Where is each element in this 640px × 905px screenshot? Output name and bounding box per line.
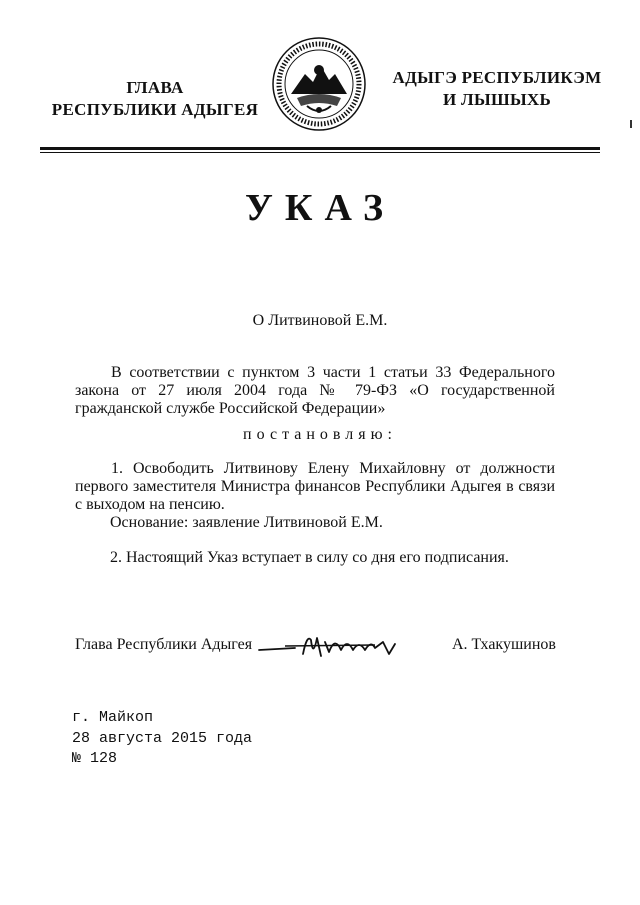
decree-word: постановляю:	[243, 426, 397, 443]
signatory-name: А. Тхакушинов	[452, 636, 556, 653]
decree-ground: Основание: заявление Литвиновой Е.М.	[110, 514, 383, 531]
decree-item-1: 1. Освободить Литвинову Елену Михайловну от должности первого заместителя Министра финансов Республики Адыгея в связи с выходом на пенсию.	[75, 460, 555, 513]
header-rule-thin	[40, 152, 600, 153]
issuer-title-russian	[40, 77, 270, 121]
document-title: УКАЗ	[245, 187, 395, 229]
decree-item-2: 2. Настоящий Указ вступает в силу со дня его подписания.	[110, 549, 509, 566]
issuer-line-1: ГЛАВА	[126, 78, 184, 97]
decree-number: № 128	[72, 750, 118, 767]
issuer-title-adyghe	[382, 67, 612, 111]
edge-mark	[630, 120, 632, 128]
issuer-adyghe-line-1: АДЫГЭ РЕСПУБЛИКЭМ	[392, 68, 602, 87]
header-rule-thick	[40, 147, 600, 150]
issuer-adyghe-line-2: И ЛЫШЫХЬ	[442, 90, 552, 109]
signatory-position: Глава Республики Адыгея	[75, 636, 253, 653]
document-subject: О Литвиновой Е.М.	[252, 312, 388, 329]
legal-basis-paragraph: В соответствии с пунктом 3 части 1 статьи 33 Федерального закона от 27 июля 2004 года № 79-ФЗ «О государственной гражданской службе Российской Федерации»	[75, 364, 555, 417]
issuer-line-2: РЕСПУБЛИКИ АДЫГЕЯ	[51, 100, 259, 119]
handwritten-signature	[255, 628, 405, 662]
coat-of-arms-emblem	[271, 36, 367, 132]
issue-city: г. Майкоп	[72, 709, 154, 726]
issue-date: 28 августа 2015 года	[72, 730, 253, 747]
